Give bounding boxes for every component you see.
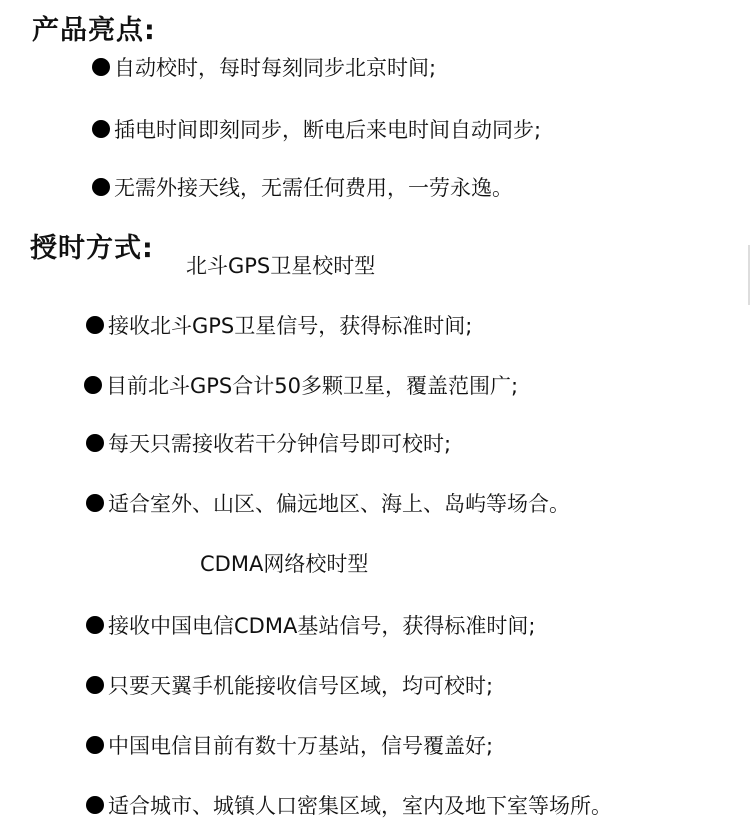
- list-item-text: 目前北斗GPS合计50多颗卫星，覆盖范围广;: [106, 374, 519, 398]
- list-item-text: 每天只需接收若干分钟信号即可校时;: [108, 432, 452, 456]
- list-item-text: 中国电信目前有数十万基站，信号覆盖好;: [108, 734, 494, 758]
- bullet-icon: [86, 736, 104, 754]
- bullet-icon: [86, 616, 104, 634]
- list-item-text: 自动校时，每时每刻同步北京时间;: [114, 56, 437, 80]
- section-title-timing: 授时方式:: [30, 233, 154, 264]
- subsection-title-beidou: 北斗GPS卫星校时型: [186, 254, 376, 278]
- list-item-text: 接收北斗GPS卫星信号，获得标准时间;: [108, 314, 473, 338]
- list-item: [92, 52, 436, 82]
- list-item: [86, 428, 451, 458]
- list-item-text: 接收中国电信CDMA基站信号，获得标准时间;: [108, 614, 536, 638]
- list-item-text: 只要天翼手机能接收信号区域，均可校时;: [108, 674, 494, 698]
- bullet-icon: [86, 316, 104, 334]
- list-item: [86, 310, 472, 340]
- list-item: [84, 370, 518, 400]
- bullet-icon: [84, 376, 102, 394]
- bullet-icon: [86, 676, 104, 694]
- list-item: [86, 488, 570, 518]
- bullet-icon: [92, 120, 110, 138]
- list-item: [86, 790, 612, 820]
- bullet-icon: [86, 796, 104, 814]
- subsection-title-cdma: CDMA网络校时型: [200, 552, 369, 576]
- list-item-text: 无需外接天线，无需任何费用，一劳永逸。: [114, 176, 513, 200]
- bullet-icon: [92, 58, 110, 76]
- bullet-icon: [86, 494, 104, 512]
- list-item-text: 插电时间即刻同步，断电后来电时间自动同步;: [114, 118, 542, 142]
- bullet-icon: [92, 178, 110, 196]
- list-item-text: 适合室外、山区、偏远地区、海上、岛屿等场合。: [108, 492, 570, 516]
- list-item: [86, 670, 493, 700]
- list-item: [86, 730, 493, 760]
- bullet-icon: [86, 434, 104, 452]
- list-item: [92, 172, 513, 202]
- section-title-highlights: 产品亮点:: [32, 15, 156, 46]
- list-item: [86, 610, 535, 640]
- list-item: [92, 114, 541, 144]
- list-item-text: 适合城市、城镇人口密集区域，室内及地下室等场所。: [108, 794, 612, 818]
